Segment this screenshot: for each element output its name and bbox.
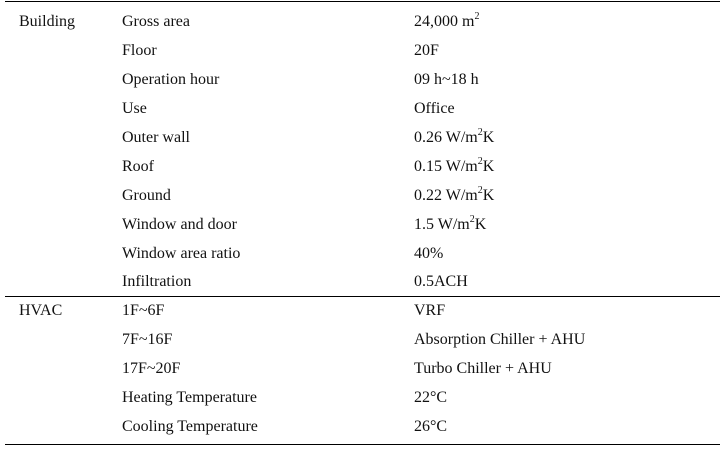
value-cell: 26°C: [414, 418, 448, 435]
table-row: [0, 267, 725, 296]
table-row: [0, 36, 725, 65]
value-cell: 1.5 $W/m^2K$: [414, 213, 487, 233]
value-cell: 40%: [414, 245, 444, 262]
item-label: Outer wall: [122, 129, 190, 146]
category-label: Building: [19, 13, 76, 30]
value-cell: Office: [414, 100, 455, 117]
table-top-rule: [5, 1, 720, 2]
value-cell: 0.5ACH: [414, 273, 468, 290]
value-cell: 22°C: [414, 389, 448, 406]
table-row: [0, 152, 725, 181]
table-row: [0, 296, 725, 325]
table-row: [0, 325, 725, 354]
value-cell: 0.15 $W/m^2K$: [414, 155, 495, 175]
table-row: [0, 94, 725, 123]
table-bottom-rule: [5, 444, 720, 445]
table-row: [0, 239, 725, 268]
item-label: Cooling Temperature: [122, 418, 258, 435]
value-cell: Absorption Chiller + AHU: [414, 331, 586, 348]
item-label: 7F~16F: [122, 331, 173, 348]
table-row: [0, 181, 725, 210]
table-row: [0, 65, 725, 94]
value-cell: 20F: [414, 42, 439, 59]
value-cell: Turbo Chiller + AHU: [414, 360, 552, 377]
table-row: [0, 354, 725, 383]
item-label: Use: [122, 100, 147, 117]
item-label: Gross area: [122, 13, 190, 30]
item-label: Roof: [122, 158, 154, 175]
table-row: [0, 412, 725, 441]
item-label: Infiltration: [122, 273, 192, 290]
item-label: 17F~20F: [122, 360, 181, 377]
category-label: HVAC: [19, 302, 63, 319]
table-row: [0, 210, 725, 239]
value-cell: 0.26 $W/m^2K$: [414, 126, 495, 146]
item-label: Ground: [122, 187, 171, 204]
item-label: Window area ratio: [122, 245, 241, 262]
item-label: Operation hour: [122, 71, 220, 88]
value-cell: 24,000 $m^2$: [414, 10, 480, 30]
table-row: [0, 7, 725, 36]
item-label: Floor: [122, 42, 157, 59]
table-row: [0, 123, 725, 152]
item-label: 1F~6F: [122, 302, 165, 319]
value-cell: 09 h~18 h: [414, 71, 479, 88]
value-cell: 0.22 $W/m^2K$: [414, 184, 495, 204]
value-cell: VRF: [414, 302, 446, 319]
item-label: Window and door: [122, 216, 237, 233]
item-label: Heating Temperature: [122, 389, 257, 406]
table-row: [0, 383, 725, 412]
